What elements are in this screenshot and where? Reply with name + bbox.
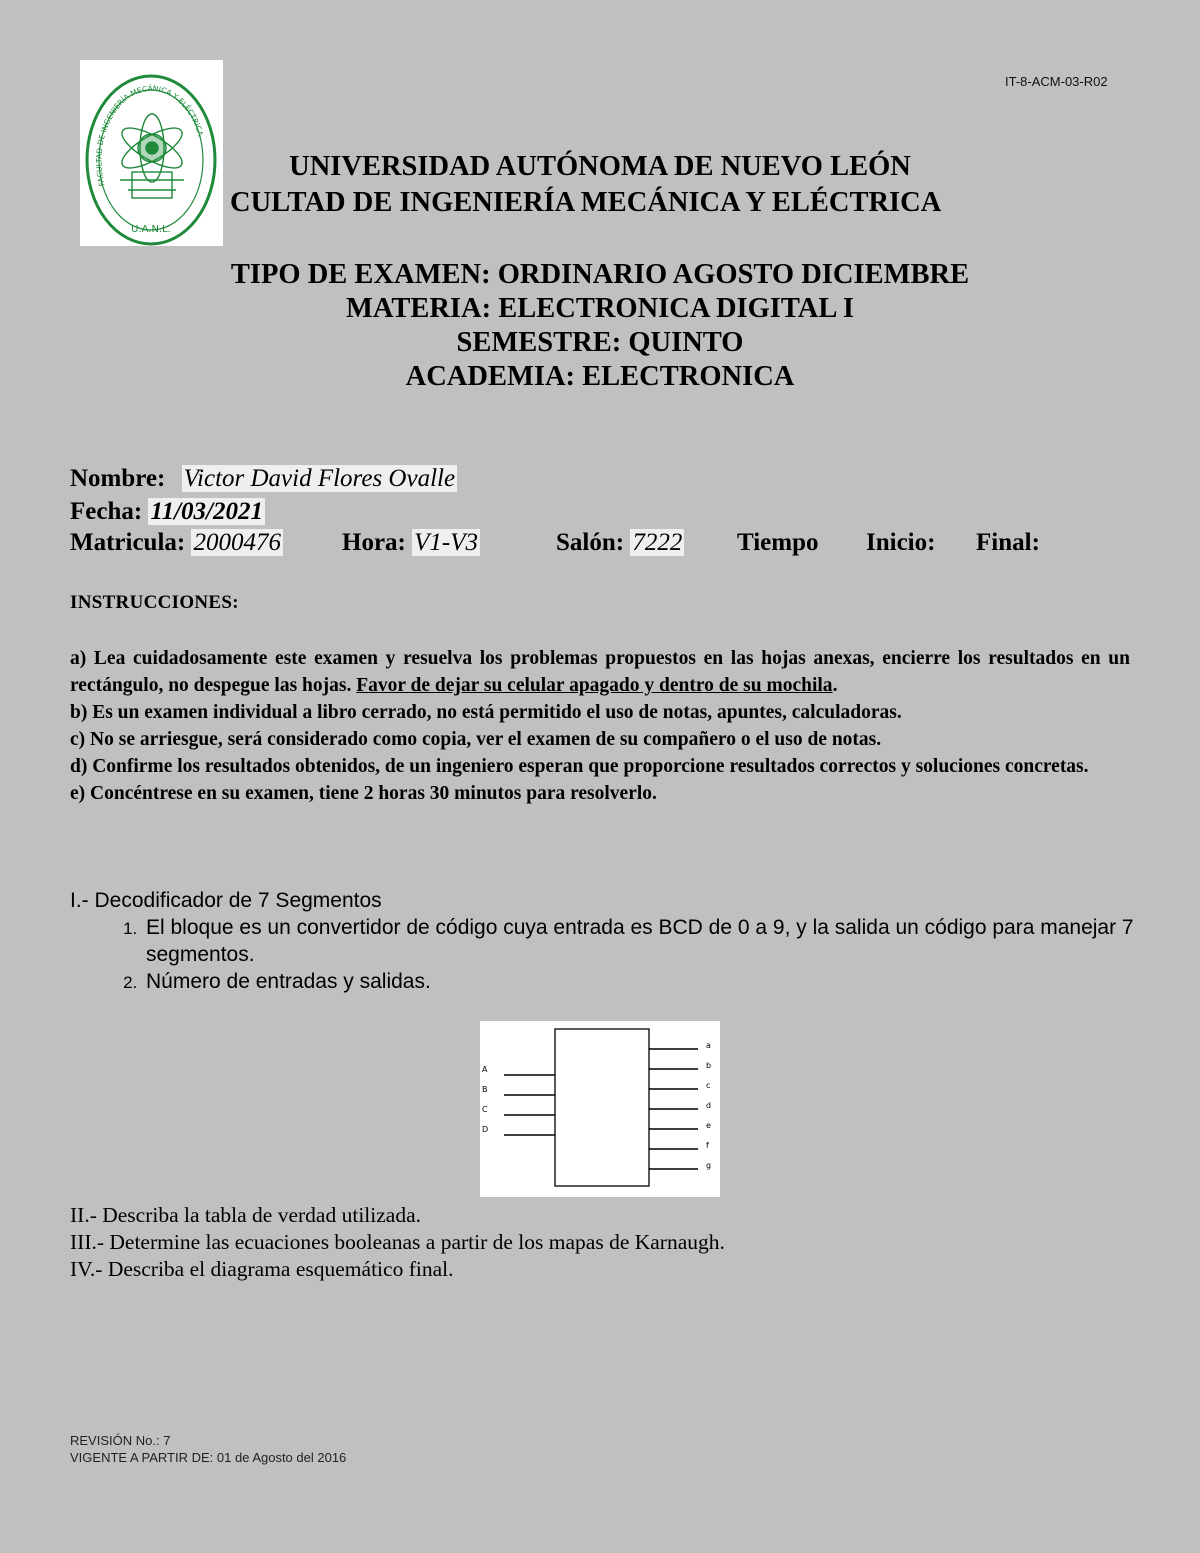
instructions-list: [70, 645, 1130, 807]
question-4: IV.- Describa el diagrama esquemático final.: [70, 1257, 454, 1281]
faculty-title: CULTAD DE INGENIERÍA MECÁNICA Y ELÉCTRICA: [230, 187, 942, 218]
question-3: III.- Determine las ecuaciones booleanas a partir de los mapas de Karnaugh.: [70, 1230, 725, 1254]
section-1-item: 2. Número de entradas y salidas.: [142, 968, 1200, 995]
instruction-d: d) Confirme los resultados obtenidos, de un ingeniero esperan que proporcione resultados correctos y soluciones concretas.: [70, 756, 1089, 777]
section-1: [70, 887, 1200, 995]
section-1-title: I.- Decodificador de 7 Segmentos: [70, 889, 382, 912]
output-pin-label: d: [706, 1101, 712, 1110]
decoder-block: [555, 1029, 649, 1186]
document-code: IT-8-ACM-03-R02: [1005, 74, 1108, 89]
input-pin-label: A: [482, 1065, 488, 1074]
name-field[interactable]: Victor David Flores Ovalle: [183, 465, 456, 492]
section-1-item: 1. El bloque es un convertidor de código cuya entrada es BCD de 0 a 9, y la salida un código para manejar 7 segmentos.: [142, 914, 1200, 968]
instruction-a: a) Lea cuidadosamente este examen y resuelva los problemas propuestos en las hojas anexas, encierre los resultados en un rectángulo, no despegue las hojas. Favor de dejar su celular apagado y dentro de su mochila.: [70, 648, 1130, 696]
footer: [70, 1432, 346, 1466]
decoder-block-svg: [480, 1021, 720, 1197]
instruction-e: e) Concéntrese en su examen, tiene 2 horas 30 minutos para resolverlo.: [70, 783, 657, 804]
room-label: Salón:: [556, 529, 625, 556]
decoder-diagram: [480, 1021, 720, 1197]
hour-label: Hora:: [342, 529, 406, 556]
exam-semester: SEMESTRE: QUINTO: [456, 327, 744, 358]
instruction-a-underlined: Favor de dejar su celular apagado y dentro de su mochila: [356, 675, 833, 696]
output-pin-label: a: [706, 1041, 711, 1050]
instruction-c: c) No se arriesgue, será considerado como copia, ver el examen de su compañero o el uso de notas.: [70, 729, 882, 750]
room-field[interactable]: 7222: [632, 529, 683, 556]
output-pin-label: b: [706, 1061, 712, 1070]
footer-revision: REVISIÓN No.: 7: [70, 1433, 171, 1448]
questions: [70, 1202, 725, 1283]
university-title: UNIVERSIDAD AUTÓNOMA DE NUEVO LEÓN: [289, 151, 911, 182]
exam-info: [0, 258, 1200, 394]
output-pin-label: f: [706, 1141, 709, 1150]
input-pin-label: D: [482, 1125, 489, 1134]
question-2: II.- Describa la tabla de verdad utilizada.: [70, 1203, 421, 1227]
exam-type: TIPO DE EXAMEN: ORDINARIO AGOSTO DICIEMBRE: [230, 259, 970, 290]
end-label: Final:: [976, 529, 1040, 556]
hour-group: [342, 529, 480, 557]
input-pin-label: C: [482, 1105, 488, 1114]
logo-ring-text: FACULTAD DE INGENIERÍA MECÁNICA Y ELÉCTRICA: [94, 83, 206, 188]
matricula-label: Matricula:: [70, 529, 186, 556]
logo-bottom-text: U.A.N.L.: [131, 224, 171, 235]
start-label: Inicio:: [866, 529, 936, 556]
exam-academy: ACADEMIA: ELECTRONICA: [405, 361, 795, 392]
name-row: [70, 465, 457, 493]
output-pin-label: c: [706, 1081, 711, 1090]
room-group: [556, 529, 684, 557]
input-pin-label: B: [482, 1085, 488, 1094]
instructions-title: INSTRUCCIONES:: [70, 592, 239, 613]
output-pin-label: g: [706, 1161, 712, 1170]
date-field[interactable]: 11/03/2021: [150, 498, 263, 525]
output-pin-label: e: [706, 1121, 711, 1130]
hour-field[interactable]: V1-V3: [414, 529, 478, 556]
exam-subject: MATERIA: ELECTRONICA DIGITAL I: [345, 293, 855, 324]
date-label: Fecha:: [70, 498, 143, 525]
section-1-list: [70, 914, 1200, 995]
matricula-field[interactable]: 2000476: [193, 529, 281, 556]
time-label: Tiempo: [737, 529, 819, 556]
footer-valid-from: VIGENTE A PARTIR DE: 01 de Agosto del 2016: [70, 1450, 347, 1465]
instruction-b: b) Es un examen individual a libro cerrado, no está permitido el uso de notas, apuntes, calculadoras.: [70, 702, 902, 723]
date-row: [70, 498, 265, 526]
matricula-row: [70, 529, 283, 557]
name-label: Nombre:: [70, 465, 166, 492]
